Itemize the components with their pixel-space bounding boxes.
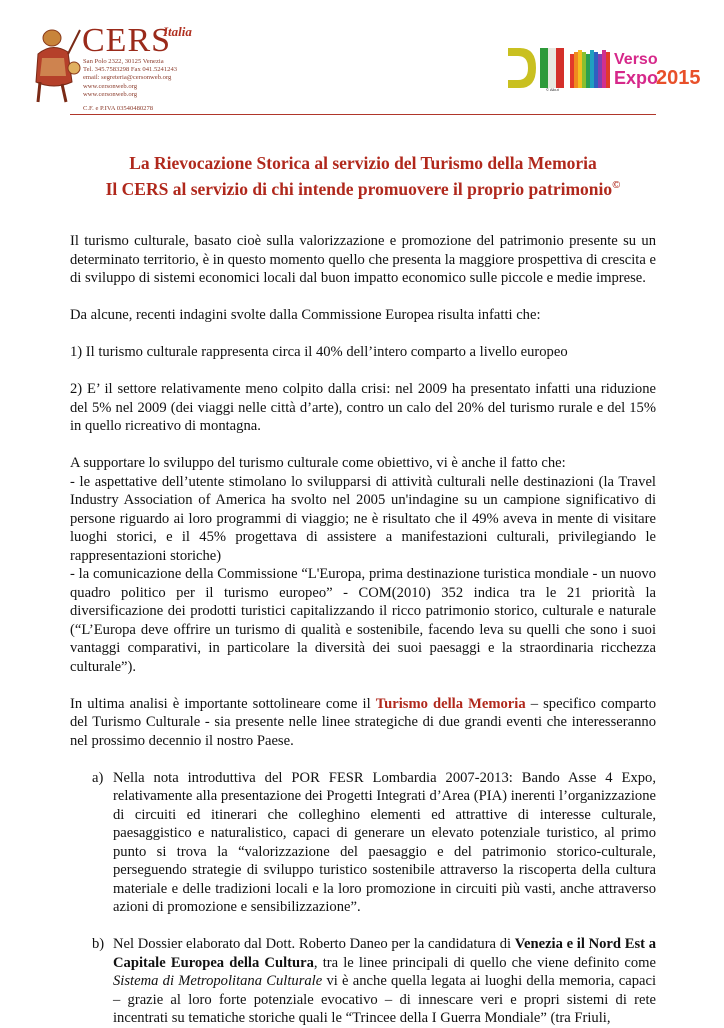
phone-fax: Tel. 345.7583298 Fax 041.5241243 (83, 66, 178, 74)
paragraph: 2) E’ il settore relativamente meno colpito dalla crisi: nel 2009 ha presentato infatti una riduzione del 5% nel 2009 (dei viaggi nelle città d’arte), contro un calo del 20% del turismo rurale e del 15% in quello ricreativo di montagna. (70, 381, 656, 434)
text-run: – specifico comparto del Turismo Culturale - sia presente nelle linee strategiche di due grandi eventi che interesseranno nel prossimo decennio il nostro Paese. (70, 695, 656, 749)
paragraph: A supportare lo sviluppo del turismo culturale come obiettivo, vi è anche il fatto che: (70, 455, 566, 471)
expo-line2: Expo (614, 68, 659, 88)
title-line2: Il CERS al servizio di chi intende promuovere il proprio patrimonio (105, 178, 613, 199)
bold-text: Venezia e il Nord Est a Capitale Europea della Cultura (113, 936, 656, 971)
document-body (70, 232, 656, 1028)
contact-info (83, 58, 177, 113)
list-item (70, 935, 656, 1028)
paragraph: Il turismo culturale, basato cioè sulla valorizzazione e promozione del patrimonio presente su un determinato territorio, è in questo momento quello che presenta la maggiore prospettiva di crescita e di sviluppo di sistemi economici locali dal buon impatto economico sulle piccole e medie imprese. (70, 233, 656, 286)
document-title (70, 152, 656, 200)
color-stripes-icon (570, 50, 610, 88)
initiatives-list (70, 769, 656, 1028)
title-line2-wrap (70, 174, 656, 200)
list-item (70, 769, 656, 917)
highlight-turismo-memoria: Turismo della Memoria (375, 695, 526, 712)
cers-logo-suffix: Italia (163, 24, 192, 39)
knight-figure-icon (28, 24, 84, 104)
paragraph: - le aspettative dell’utente stimolano lo svilupparsi di attività culturali nelle destinazioni (la Travel Industry Association of America ha svolto nel 2005 un'indagine su un campione significativo di persone riguardo ai loro programmi di viaggio; ne è risultato che il 49% aveva in mente di visitare luoghi storici, e il 45% progettava di assistere a manifestazioni culturali, privilegiando le rappresentazioni storiche) (70, 473, 656, 564)
list-item-text: Nella nota introduttiva del POR FESR Lombardia 2007-2013: Bando Asse 4 Expo, relativamente alla presentazione dei Progetti Integrati d’Area (PIA) inerenti l’organizzazione di circuiti ed itinerari che colleghino elementi ed attrattive di interesse culturale, paesaggistico e naturalistico, capaci di generare un elevato potenziale turistico, al primo punto si trova la “valorizzazione del paesaggio e del patrimonio storico-culturale, perseguendo strategie di sviluppo turistico sostenibile attraverso la riscoperta della cultura materiale e delle tradizioni locali e la loro promozione in circuiti più vasti, anche attraverso azioni di promozione e sensibilizzazione”. (113, 769, 656, 915)
text-run: , tra le linee principali di quello che viene definito come (313, 954, 656, 971)
website: www.cersonweb.org (83, 82, 138, 90)
paragraph (70, 695, 656, 751)
text-run: vi è anche quella legata ai luoghi della memoria, capaci – grazie al loro forte potenziale evocativo – di innescare veri e propri sistemi di rete incentrati su tematiche storiche quali le “Trincee della I Guerra Mondiale” (tra Friuli, (113, 973, 656, 1026)
vat-number: C.F. e P.IVA 03540480278 (83, 105, 154, 113)
list-marker: b) (92, 936, 105, 952)
verso-expo-2015-logo (508, 44, 708, 92)
paragraph: Da alcune, recenti indagini svolte dalla Commissione Europea risulta infatti che: (70, 307, 541, 323)
expo-year: 2015 (656, 67, 701, 89)
website-secondary: www.cersonweb.org (83, 90, 138, 98)
paragraph: - la comunicazione della Commissione “L'Europa, prima destinazione turistica mondiale - un nuovo quadro politico per il turismo europeo” - COM(2010) 352 indica tra le 21 priorità la diversificazione dei prodotti turistici capitalizzando il ricco patrimonio storico, culturale e naturale (“L’Europa deve offrire un turismo di qualità e sostenibile, facendo leva su quelli che sono i suoi vantaggi comparativi, in particolare la diversità dei suoi paesaggi e la straordinaria ricchezza culturale”). (70, 566, 656, 675)
list-marker: a) (92, 769, 104, 786)
title-line1: La Rievocazione Storica al servizio del Turismo della Memoria (129, 153, 597, 173)
text-run: Nel Dossier elaborato dal Dott. Roberto Daneo per la candidatura di (113, 936, 515, 952)
expo-credit: © Alkut (546, 87, 559, 92)
italic-text: Sistema di Metropolitana Culturale (113, 973, 323, 989)
email: email: segreteria@cersonweb.org (83, 74, 172, 82)
paragraph: 1) Il turismo culturale rappresenta circa il 40% dell’intero comparto a livello europeo (70, 344, 568, 360)
header-divider (70, 114, 656, 115)
letterhead (0, 0, 724, 120)
address: San Polo 2322, 30125 Venezia (83, 58, 164, 65)
text-run: In ultima analisi è importante sottolineare come il (70, 695, 376, 712)
cers-logo-text: CERS (82, 22, 172, 59)
copyright-mark: © (612, 179, 621, 191)
expo-line1: Verso (614, 51, 658, 68)
